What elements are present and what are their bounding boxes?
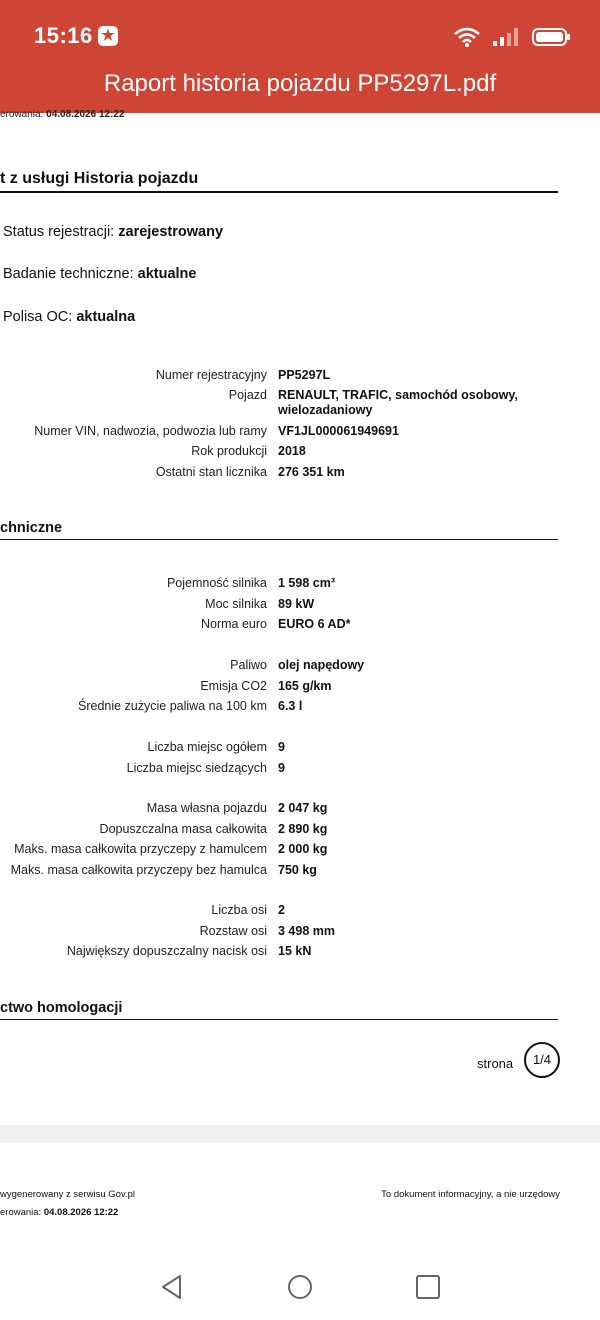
system-nav-bar: [0, 1255, 600, 1320]
section-title-homologation: ctwo homologacji: [0, 1000, 123, 1016]
document-title: Raport historia pojazdu PP5297L.pdf: [103, 70, 497, 97]
pdf-page: erowania: 04.08.2026 12:22 t z usługi Historia pojazdu Status rejestracji: zarejestrowany Badanie techniczne: aktualne Polisa OC: aktualna Numer rejestracyjny PP5297L Pojazd RENAULT, TRAFIC, samochód osobowy, wielozadaniowy Numer VIN, nadwozia, podwozia lub ramy VF1JL000061949691 Rok produkcji 2018 Ostatni stan licznika 276 351 km chniczne Pojemność silnika 1 598 cm³ Moc silnika 89 kW Norma euro EURO 6 AD* Paliwo olej napędowy Emisja CO2 165 g/km Średnie zużycie paliwa na 100 km 6.3 l Liczba miejsc ogółem 9 Liczba miejsc siedzących 9 Masa własna pojazdu 2 047 kg Dopuszczalna masa całkowita 2 890 kg Maks. masa całkowita przyczepy z hamulcem 2 000 kg Maks. masa całkowita przyczepy bez hamulca 750 kg Liczba osi 2 Rozstaw osi 3 498 mm Największy dopuszczalny nacisk osi 15 kN ctwo homologacji strona 1/4: [0, 113, 600, 1125]
status-icons: [454, 26, 572, 48]
footer-generated-date: erowania: 04.08.2026 12:22: [0, 1207, 119, 1218]
back-icon[interactable]: [158, 1273, 186, 1301]
footer-disclaimer: To dokument informacyjny, a nie urzędowy: [381, 1189, 560, 1200]
section-divider: [0, 1019, 558, 1020]
status-inspection: Badanie techniczne: aktualne: [3, 266, 197, 282]
wifi-icon: [454, 27, 480, 47]
notification-app-icon: ★: [98, 26, 118, 46]
status-registration: Status rejestracji: zarejestrowany: [3, 224, 224, 240]
footer-source: wygenerowany z serwisu Gov.pl: [0, 1189, 135, 1200]
section-divider: [0, 539, 558, 540]
status-time: 15:16: [34, 23, 93, 48]
home-icon[interactable]: [286, 1273, 314, 1301]
app-header: [0, 0, 600, 113]
recents-icon[interactable]: [414, 1273, 442, 1301]
section-title-history: t z usługi Historia pojazdu: [0, 170, 199, 187]
battery-icon: [532, 27, 572, 47]
page-number-badge: 1/4: [524, 1042, 560, 1078]
status-insurance: Polisa OC: aktualna: [3, 309, 136, 325]
page-label: strona: [477, 1056, 514, 1071]
section-title-technical: chniczne: [0, 520, 63, 536]
section-divider: [0, 191, 558, 193]
page-separator: [0, 1125, 600, 1143]
generated-date-cut: erowania: 04.08.2026 12:22: [0, 109, 125, 120]
signal-icon: [492, 27, 520, 47]
